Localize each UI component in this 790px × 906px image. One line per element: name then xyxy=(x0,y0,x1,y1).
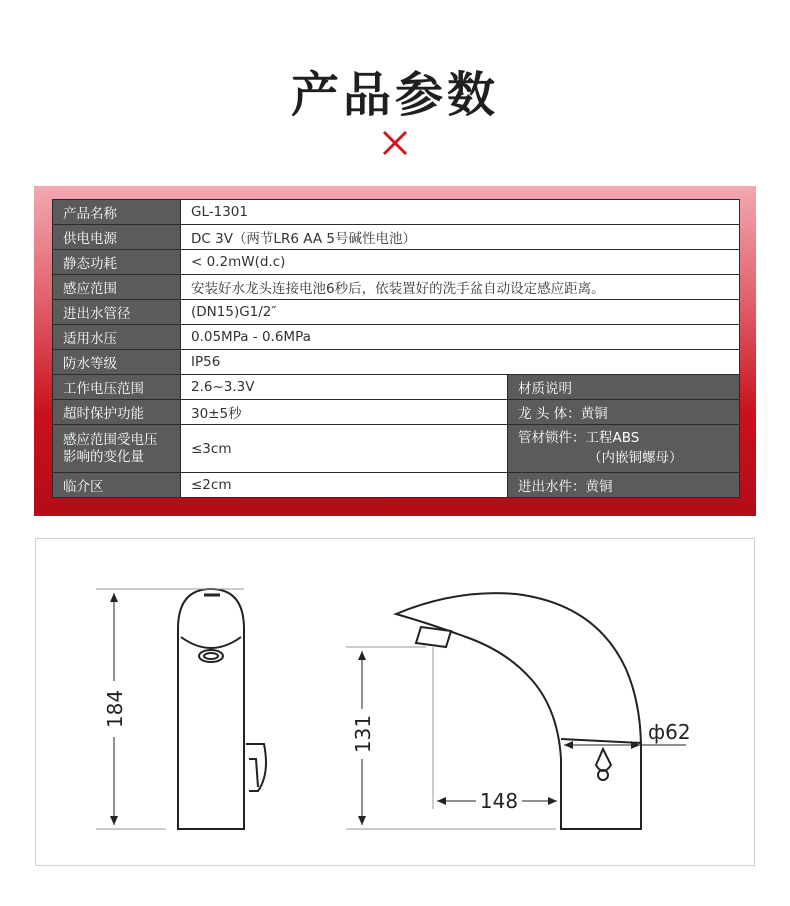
table-row xyxy=(53,275,740,300)
spec-label: 感应范围 xyxy=(53,275,181,300)
table-row xyxy=(53,300,740,325)
table-row xyxy=(53,425,740,473)
spec-value: 0.05MPa - 0.6MPa xyxy=(181,325,740,350)
close-icon xyxy=(380,128,410,158)
table-row xyxy=(53,375,740,400)
material-lock-note: （内嵌铜螺母） xyxy=(588,450,683,466)
spec-table xyxy=(52,199,740,498)
spec-label: 供电电源 xyxy=(53,225,181,250)
spec-value: ≤2cm xyxy=(181,473,508,498)
table-row xyxy=(53,225,740,250)
page-title: 产品参数 xyxy=(290,67,499,123)
spec-value: (DN15)G1/2″ xyxy=(181,300,740,325)
spec-label: 产品名称 xyxy=(53,200,181,225)
spec-value: GL-1301 xyxy=(181,200,740,225)
table-row xyxy=(53,350,740,375)
front-view xyxy=(178,589,266,829)
spec-value: ≤3cm xyxy=(181,425,508,473)
material-lock-text: 管材锁件：工程ABS xyxy=(518,430,640,446)
spec-label: 工作电压范围 xyxy=(53,375,181,400)
spec-value: 30±5秒 xyxy=(181,400,508,425)
spec-value: 2.6~3.3V xyxy=(181,375,508,400)
spec-label: 静态功耗 xyxy=(53,250,181,275)
material-lock xyxy=(508,425,740,473)
table-row xyxy=(53,325,740,350)
dim-reach: 148 xyxy=(479,789,519,813)
dimension-drawing xyxy=(35,538,755,866)
material-header: 材质说明 xyxy=(508,375,740,400)
table-row xyxy=(53,473,740,498)
spec-label: 感应范围受电压影响的变化量 xyxy=(53,425,181,473)
table-row xyxy=(53,250,740,275)
table-row xyxy=(53,400,740,425)
dim-height-total: 184 xyxy=(103,689,127,729)
spec-value: 安装好水龙头连接电池6秒后，依装置好的洗手盆自动设定感应距离。 xyxy=(181,275,740,300)
spec-label: 进出水管径 xyxy=(53,300,181,325)
spec-value: DC 3V（两节LR6 AA 5号碱性电池） xyxy=(181,225,740,250)
spec-value: < 0.2mW(d.c) xyxy=(181,250,740,275)
material-body: 龙 头 体：黄铜 xyxy=(508,400,740,425)
material-fittings: 进出水件：黄铜 xyxy=(508,473,740,498)
dim-height-spout: 131 xyxy=(351,714,375,754)
table-row xyxy=(53,200,740,225)
spec-label: 临介区 xyxy=(53,473,181,498)
spec-label: 防水等级 xyxy=(53,350,181,375)
spec-label: 超时保护功能 xyxy=(53,400,181,425)
dim-diameter: ф62 xyxy=(648,720,691,744)
spec-value: IP56 xyxy=(181,350,740,375)
faucet-drawing-svg xyxy=(36,539,756,867)
spec-label: 适用水压 xyxy=(53,325,181,350)
